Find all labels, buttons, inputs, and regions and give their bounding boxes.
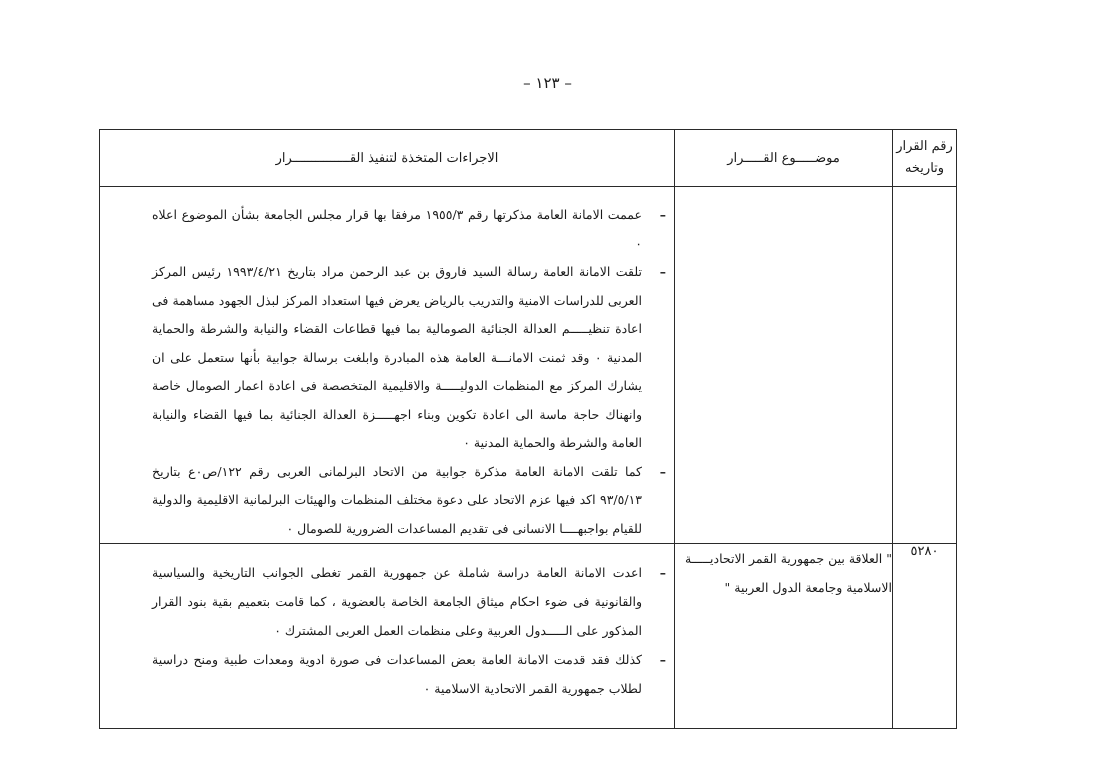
action-text: عممت الامانة العامة مذكرتها رقم ١٩٥٥/٣ مرفقا بها قرار مجلس الجامعة بشأن الموضوع اعلاه ٠ [152, 207, 642, 251]
header-number-line1: رقم القرار [896, 139, 953, 154]
decision-actions-cell [100, 544, 675, 729]
decision-number-cell [893, 187, 957, 544]
bullet-dash: – [659, 565, 666, 580]
table-row [100, 187, 957, 544]
decision-actions-cell [100, 187, 675, 544]
action-item [152, 201, 666, 258]
header-decision-number [893, 130, 957, 187]
action-item [152, 645, 666, 703]
action-item [152, 258, 666, 458]
action-text: كما تلقت الامانة العامة مذكرة جوابية من الاتحاد البرلمانى العربى رقم ١٢٢/ص٠ع بتاريخ ٩٣/٥/١٣ اكد فيها عزم الاتحاد على دعوة مختلف المنظمات والهيئات البرلمانية الاقليمية والدولية للقيام بواجبهــــا الانسانى فى تقديم المساعدات الضرورية للصومال ٠ [152, 463, 643, 536]
table-row [100, 544, 957, 729]
decisions-table [99, 129, 957, 729]
bullet-dash: – [659, 207, 666, 222]
header-subject: موضـــــوع القـــــرار [675, 130, 893, 187]
bullet-dash: – [659, 264, 666, 279]
action-item [152, 558, 666, 645]
actions-list [100, 187, 674, 543]
decision-subject-cell [675, 187, 893, 544]
decision-number-cell: ٥٢٨٠ [893, 544, 957, 729]
bullet-dash: – [659, 652, 666, 667]
action-text: اعدت الامانة العامة دراسة شاملة عن جمهورية القمر تغطى الجوانب التاريخية والسياسية والقانونية فى ضوء احكام ميثاق الجامعة الخاصة بالعضوية ، كما قامت بتعميم بقية بنود القرار المذكور على الـــــدول العربية وعلى منظمات العمل العربى المشترك ٠ [152, 565, 642, 638]
decision-subject-cell: " العلاقة بين جمهورية القمر الاتحاديـــــة الاسلامية وجامعة الدول العربية " [675, 544, 893, 729]
header-number-line2: وتاريخه [904, 161, 945, 176]
page-number: – ١٢٣ – [523, 74, 572, 92]
action-item [152, 458, 666, 544]
bullet-dash: – [659, 463, 666, 479]
header-actions: الاجراءات المتخذة لتنفيذ القـــــــــــــــرار [100, 130, 675, 187]
actions-list [100, 544, 674, 703]
table-header-row [100, 130, 957, 187]
action-text: كذلك فقد قدمت الامانة العامة بعض المساعدات فى صورة ادوية ومعدات طبية ومنح دراسية لطلاب جمهورية القمر الاتحادية الاسلامية ٠ [152, 652, 642, 696]
action-text: تلقت الامانة العامة رسالة السيد فاروق بن عبد الرحمن مراد بتاريخ ١٩٩٣/٤/٢١ رئيس المركز العربى للدراسات الامنية والتدريب بالرياض يعرض فيها استعداد المركز لبذل الجهود مساهمة فى اعادة تنظيـــــم العدالة الجنائية الصومالية بما فيها قطاعات القضاء والنيابة والشرطة والحماية المدنية ٠ وقد ثمنت الامانـــة العامة هذه المبادرة وابلغت برسالة جوابية بأنها ستعمل على ان يشارك المركز مع المنظمات الدوليـــــة والاقليمية المتخصصة فى اعادة اعمار الصومال خاصة وانهناك حاجة ماسة الى اعادة تكوين وبناء اجهـــــزة العدالة الجنائية بما فيها القضاء والنيابة العامة والشرطة والحماية المدنية ٠ [152, 264, 642, 450]
